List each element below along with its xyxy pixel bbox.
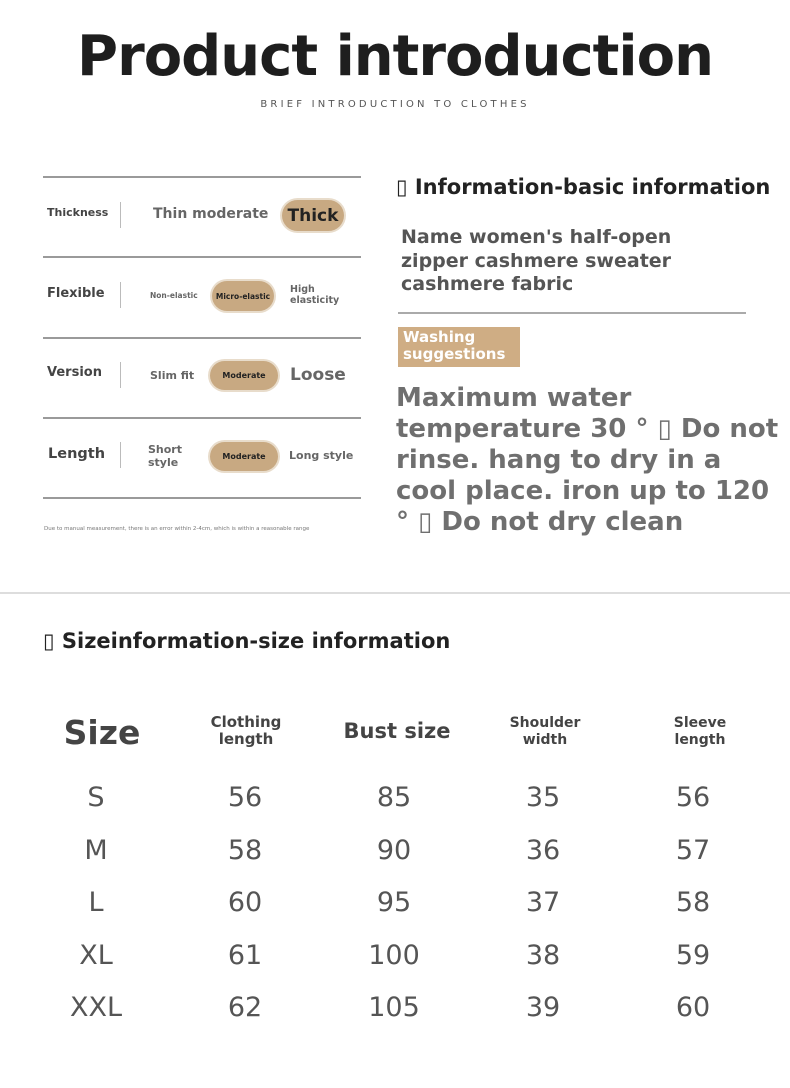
attribute-option-selected: Moderate [210, 361, 278, 390]
attribute-label: Flexible [47, 286, 105, 301]
table-cell: S [87, 782, 105, 813]
table-cell: XXL [69, 992, 123, 1023]
divider [43, 337, 361, 339]
washing-instructions: Maximum water temperature 30 ° ▯ Do not rinse. hang to dry in a cool place. iron up to 120 ° ▯ Do not dry clean [396, 383, 779, 537]
section-divider [0, 592, 790, 594]
column-header: Shoulder width [509, 715, 581, 748]
attribute-option: High elasticity [290, 284, 340, 306]
column-header: Clothing length [210, 713, 282, 748]
divider [43, 256, 361, 258]
attribute-option-selected: Micro-elastic [212, 281, 274, 311]
separator [120, 362, 121, 388]
column-header: Sleeve length [673, 715, 727, 748]
attribute-option-selected: Thick [282, 200, 344, 231]
attribute-option: Non-elastic [150, 291, 198, 300]
attribute-option: Loose [290, 365, 346, 385]
table-cell: 85 [376, 782, 412, 813]
attribute-option: Thin moderate [153, 206, 269, 222]
table-cell: M [84, 835, 108, 866]
table-cell: 57 [675, 835, 711, 866]
divider [43, 176, 361, 178]
table-cell: 59 [675, 940, 711, 971]
column-header: Size [63, 713, 141, 752]
table-cell: 95 [376, 887, 412, 918]
separator [120, 442, 121, 468]
separator [120, 202, 121, 228]
attribute-option: Short style [148, 443, 182, 469]
attribute-option: Slim fit [150, 369, 195, 382]
table-cell: 60 [675, 992, 711, 1023]
table-cell: 36 [525, 835, 561, 866]
washing-badge: Washing suggestions [398, 327, 520, 367]
separator [120, 282, 121, 308]
table-cell: 35 [525, 782, 561, 813]
measurement-note: Due to manual measurement, there is an error within 2-4cm, which is within a reasonable range [44, 526, 310, 532]
divider [43, 417, 361, 419]
table-cell: 39 [525, 992, 561, 1023]
attribute-label: Thickness [47, 206, 109, 219]
attribute-option: Long style [289, 449, 354, 462]
table-cell: 105 [368, 992, 420, 1023]
attribute-label: Length [48, 446, 106, 462]
page-subtitle: BRIEF INTRODUCTION TO CLOTHES [260, 99, 530, 110]
table-cell: 56 [227, 782, 263, 813]
attribute-option-selected: Moderate [210, 442, 278, 471]
attribute-label: Version [47, 365, 102, 380]
table-cell: 38 [525, 940, 561, 971]
table-cell: 60 [227, 887, 263, 918]
table-cell: 61 [227, 940, 263, 971]
table-cell: 58 [675, 887, 711, 918]
table-cell: 56 [675, 782, 711, 813]
size-heading: ▯ Sizeinformation-size information [43, 629, 451, 653]
table-cell: L [88, 887, 104, 918]
info-heading: ▯ Information-basic information [396, 175, 771, 199]
divider [398, 312, 746, 314]
table-cell: 100 [368, 940, 420, 971]
column-header: Bust size [343, 719, 451, 743]
table-cell: 37 [525, 887, 561, 918]
page-title: Product introduction [77, 24, 713, 89]
divider [43, 497, 361, 499]
table-cell: XL [79, 940, 113, 971]
product-description: Name women's half-open zipper cashmere sweater cashmere fabric [401, 226, 672, 295]
table-cell: 90 [376, 835, 412, 866]
table-cell: 62 [227, 992, 263, 1023]
table-cell: 58 [227, 835, 263, 866]
